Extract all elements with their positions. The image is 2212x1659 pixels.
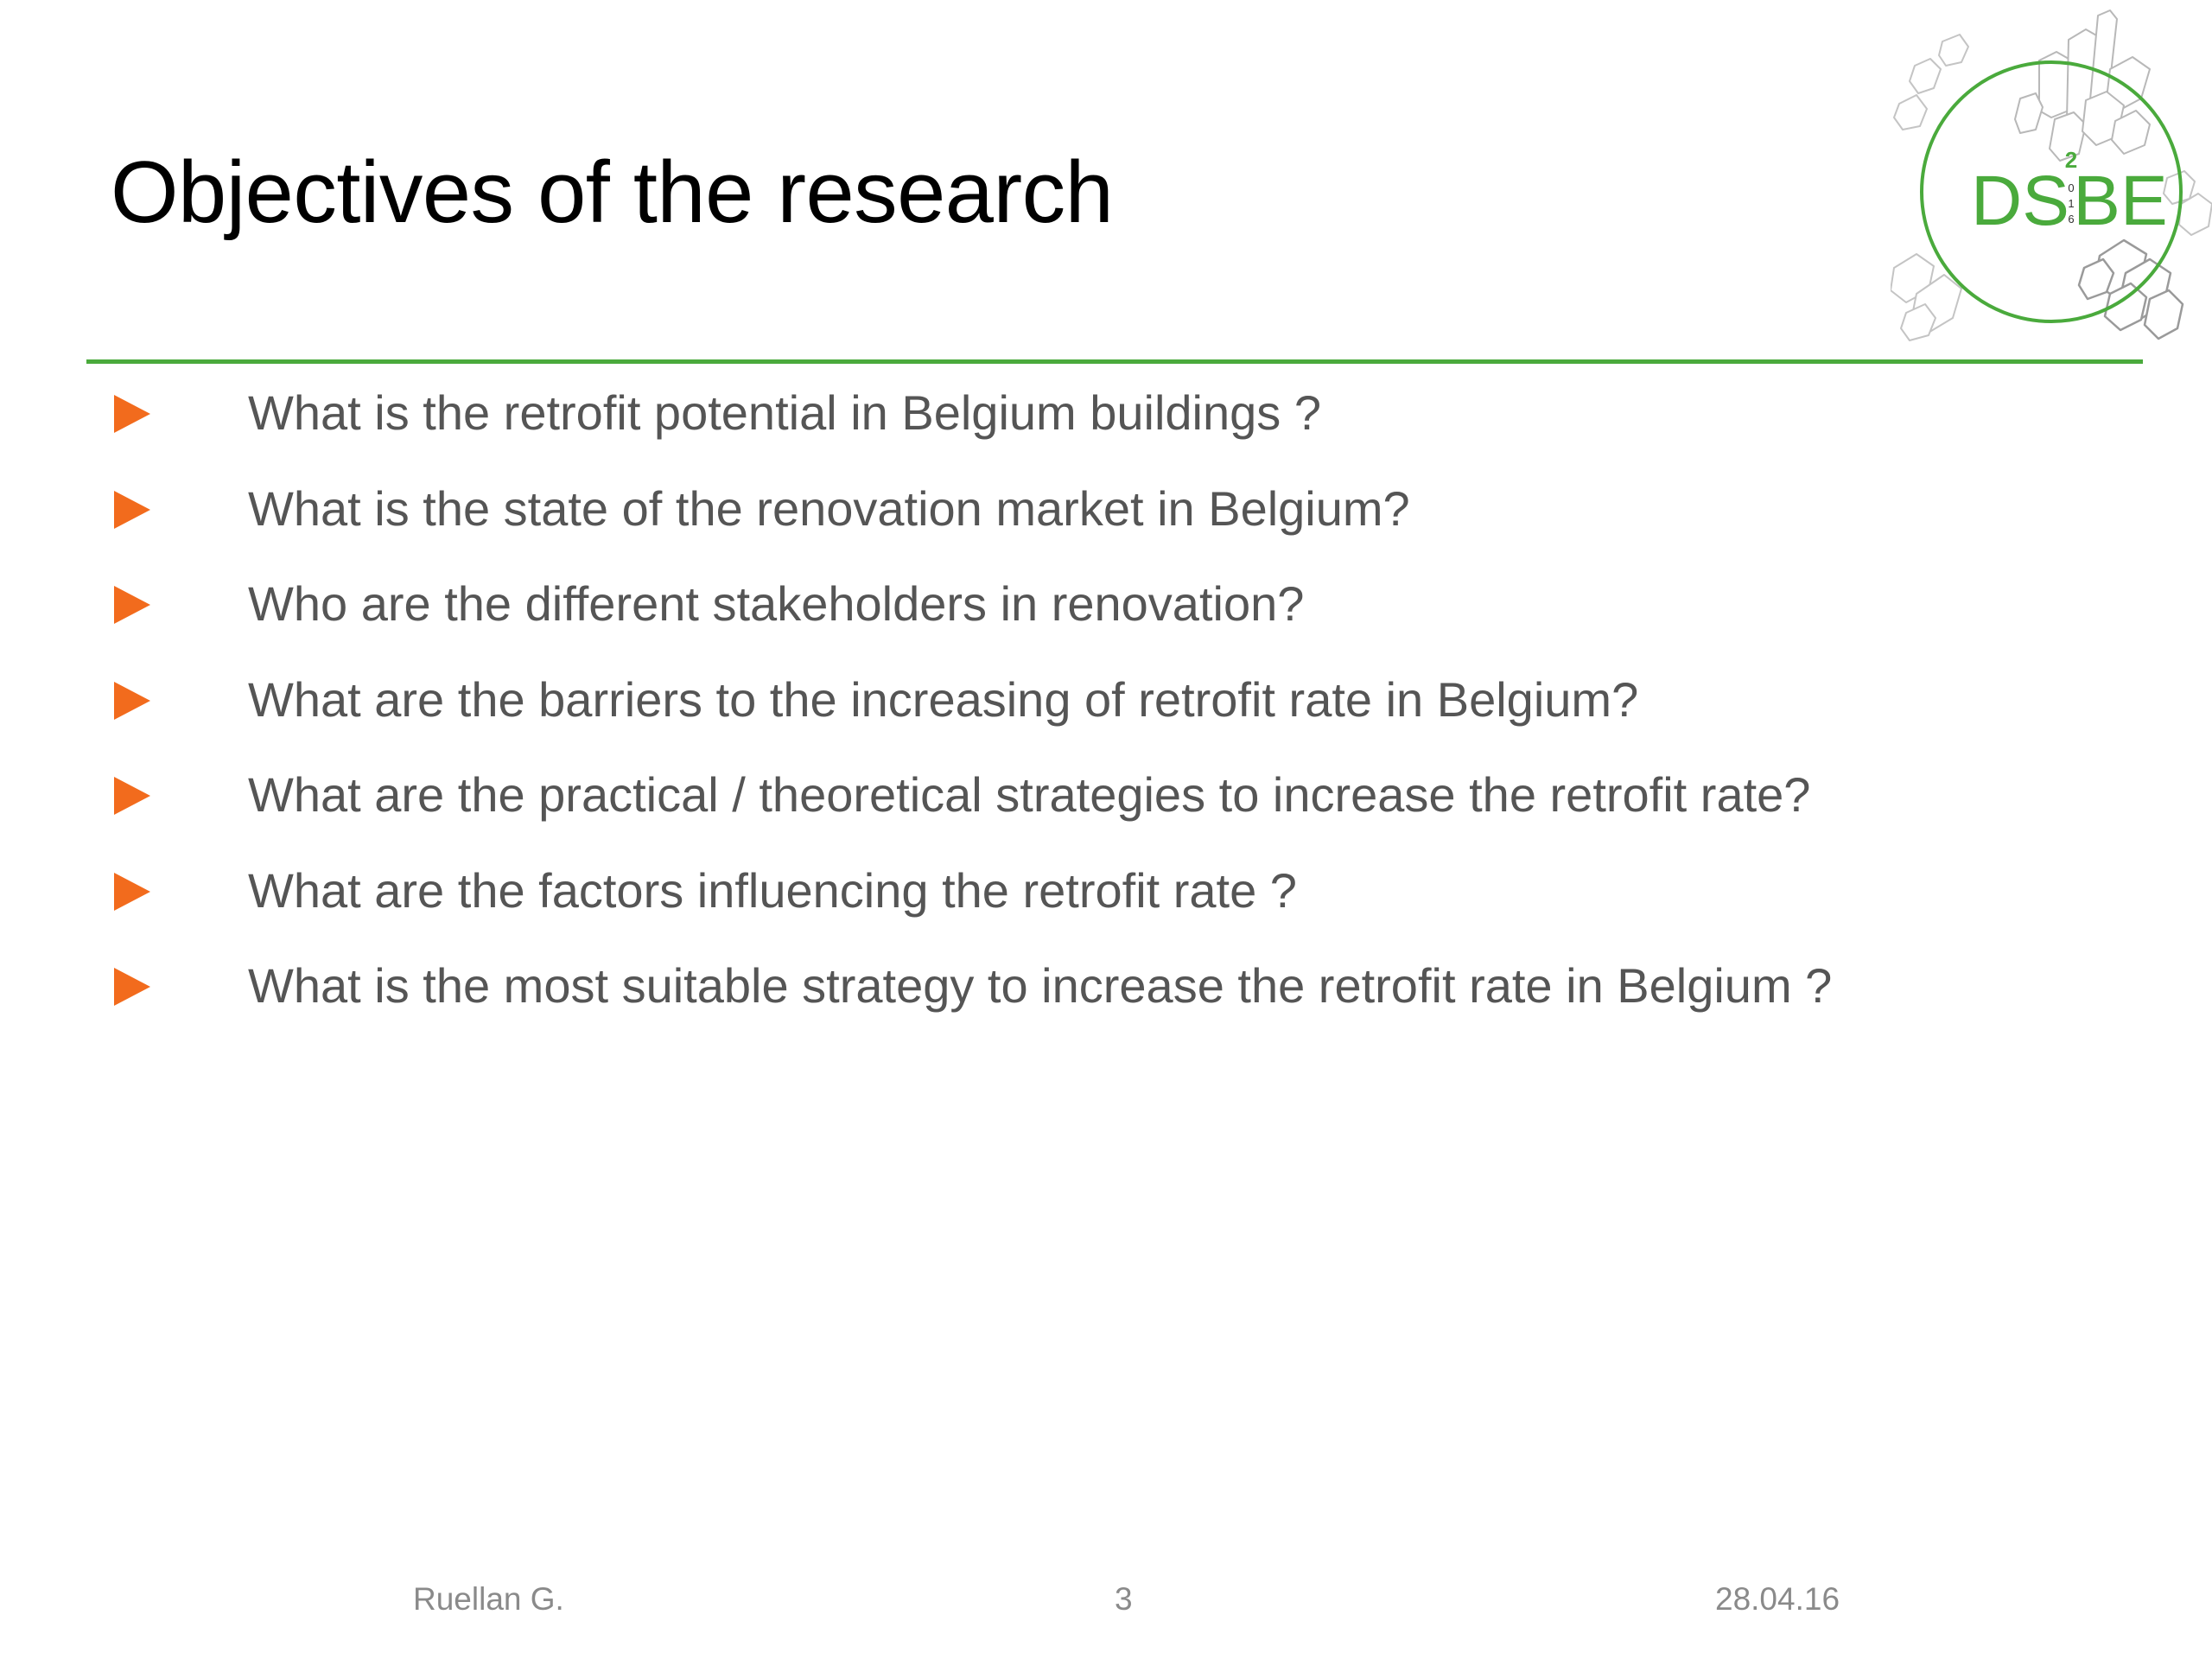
bullet-text: What are the factors influencing the retrofit rate ? xyxy=(248,862,1297,918)
bullet-text: What is the state of the renovation market in Belgium? xyxy=(248,480,1410,536)
triangle-bullet-icon xyxy=(114,395,150,433)
list-item xyxy=(0,667,2212,763)
list-item xyxy=(0,858,2212,954)
triangle-bullet-icon xyxy=(114,682,150,720)
logo-year-digit-3: 1 xyxy=(2068,197,2075,210)
triangle-bullet-icon xyxy=(114,777,150,815)
list-item xyxy=(0,571,2212,667)
logo-year-digit-2: 0 xyxy=(2068,181,2075,194)
footer-author: Ruellan G. xyxy=(413,1581,564,1617)
list-item xyxy=(0,762,2212,858)
logo-year-digit-4: 6 xyxy=(2068,213,2075,226)
bullet-text: What is the most suitable strategy to increase the retrofit rate in Belgium ? xyxy=(248,958,1833,1013)
slide-title: Objectives of the research xyxy=(111,144,1114,241)
logo-text-left: DS xyxy=(1971,162,2069,240)
list-item xyxy=(0,953,2212,1049)
logo-year-digit-1: 2 xyxy=(2064,147,2078,173)
logo-text-right: BE xyxy=(2073,162,2168,240)
bullet-text: What is the retrofit potential in Belgium buildings ? xyxy=(248,385,1321,440)
footer-date: 28.04.16 xyxy=(1715,1581,1840,1617)
bullet-text: What are the barriers to the increasing of retrofit rate in Belgium? xyxy=(248,671,1639,727)
list-item xyxy=(0,476,2212,572)
dsbe-logo-graphic xyxy=(1891,9,2212,346)
dsbe-logo xyxy=(1891,9,2212,346)
title-divider xyxy=(86,359,2143,364)
bullet-text: What are the practical / theoretical strategies to increase the retrofit rate? xyxy=(248,767,1811,822)
footer-page-number: 3 xyxy=(1115,1581,1133,1617)
triangle-bullet-icon xyxy=(114,873,150,911)
triangle-bullet-icon xyxy=(114,968,150,1006)
triangle-bullet-icon xyxy=(114,491,150,529)
objectives-list xyxy=(0,380,2212,1049)
bullet-text: Who are the different stakeholders in renovation? xyxy=(248,576,1305,631)
list-item xyxy=(0,380,2212,476)
triangle-bullet-icon xyxy=(114,586,150,624)
